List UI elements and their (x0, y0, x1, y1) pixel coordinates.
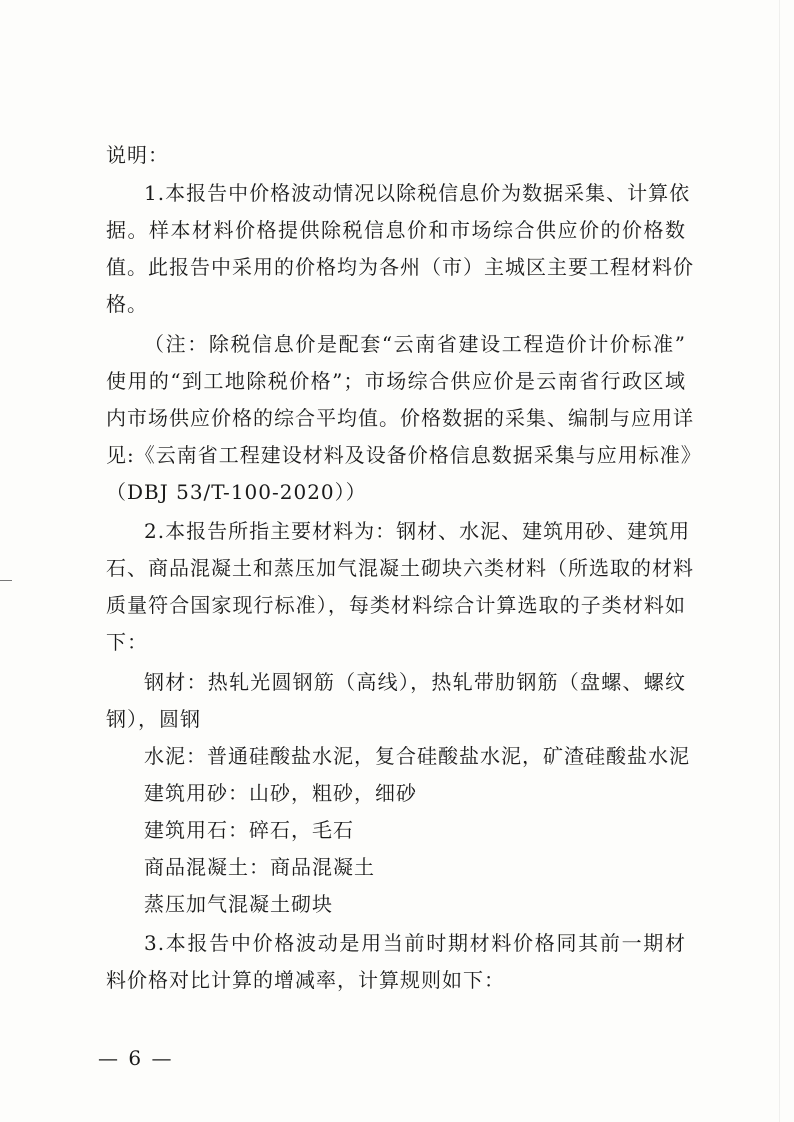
note-line: 见:《云南省工程建设材料及设备价格信息数据采集与应用标准》 (106, 443, 702, 467)
material-line: 钢），圆钢 (106, 707, 201, 731)
paragraph-line: 3.本报告中价格波动是用当前时期材料价格同其前一期材 (144, 931, 686, 955)
note-line: 使用的“到工地除税价格”；市场综合供应价是云南省行政区域 (106, 369, 686, 393)
paragraph-line: 料价格对比计算的增减率，计算规则如下： (106, 968, 505, 992)
paragraph-line: 下： (106, 630, 148, 654)
paragraph-line: 1.本报告中价格波动情况以除税信息价为数据采集、计算依 (144, 181, 691, 205)
note-line: 内市场供应价格的综合平均值。价格数据的采集、编制与应用详 (106, 406, 694, 430)
material-line: 商品混凝土：商品混凝土 (144, 855, 375, 879)
paragraph-line: 值。此报告中采用的价格均为各州（市）主城区主要工程材料价 (106, 255, 694, 279)
paragraph-line: 格。 (106, 292, 148, 316)
paragraph-line: 石、商品混凝土和蒸压加气混凝土砌块六类材料（所选取的材料 (106, 556, 694, 580)
note-line: （注：除税信息价是配套“云南省建设工程造价计价标准” (144, 332, 686, 356)
material-line: 建筑用石：碎石，毛石 (144, 818, 354, 842)
scan-edge-line (779, 0, 780, 1122)
material-line: 建筑用砂：山砂，粗砂，细砂 (144, 781, 417, 805)
paragraph-line: 据。样本材料价格提供除税信息价和市场综合供应价的价格数 (106, 218, 686, 242)
material-line: 钢材：热轧光圆钢筋（高线），热轧带肋钢筋（盘螺、螺纹 (144, 670, 686, 694)
paragraph-line: 质量符合国家现行标准），每类材料综合计算选取的子类材料如 (106, 593, 686, 617)
section-heading: 说明： (106, 143, 169, 167)
scan-mark (0, 580, 12, 581)
paragraph-line: 2.本报告所指主要材料为：钢材、水泥、建筑用砂、建筑用 (144, 519, 691, 543)
material-line: 水泥：普通硅酸盐水泥，复合硅酸盐水泥，矿渣硅酸盐水泥 (144, 744, 690, 768)
page-number: — 6 — (98, 1046, 174, 1070)
note-line: （DBJ 53/T-100-2020）） (106, 480, 367, 504)
material-line: 蒸压加气混凝土砌块 (144, 892, 333, 916)
